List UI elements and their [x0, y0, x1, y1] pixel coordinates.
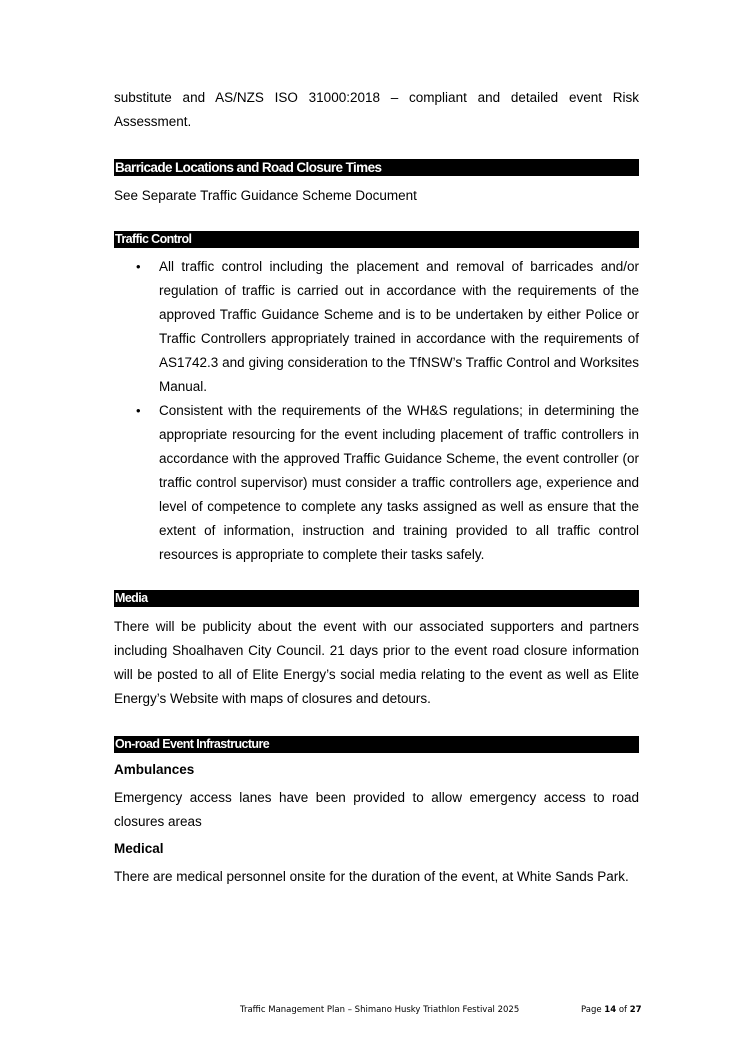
list-item-text: Consistent with the requirements of the WH&S regulations; in determining the appropriate resourcing for the event including placement of traffic controllers in accordance with the approved Traffic Guidance Scheme, the event controller (or traffic control supervisor) must consider a traffic controllers age, experience and level of competence to complete any tasks assigned as well as ensure that the extent of information, instruction and training provided to all traffic control resources is appropriate to complete their tasks safely.: [159, 403, 639, 562]
footer-document-title: Traffic Management Plan – Shimano Husky Triathlon Festival 2025: [240, 1005, 520, 1015]
page-current: 14: [604, 1005, 617, 1015]
list-item: [114, 399, 639, 567]
traffic-control-list: [114, 255, 639, 567]
media-text: There will be publicity about the event with our associated supporters and partners including Shoalhaven City Council. 21 days prior to the event road closure information will be posted to all of Elite Energy’s social media relating to the event as well as Elite Energy’s Website with maps of closures and detours.: [114, 619, 639, 706]
barricade-text: See Separate Traffic Guidance Scheme Document: [114, 188, 417, 203]
medical-heading: Medical: [114, 841, 164, 856]
page-content: [114, 86, 639, 889]
list-item: [114, 255, 639, 399]
medical-text: There are medical personnel onsite for the duration of the event, at White Sands Park.: [114, 869, 629, 884]
ambulances-text: Emergency access lanes have been provided to allow emergency access to road closures areas: [114, 790, 639, 829]
intro-paragraph: substitute and AS/NZS ISO 31000:2018 – compliant and detailed event Risk Assessment.: [114, 90, 639, 129]
bullet-icon: •: [136, 259, 141, 274]
footer-page-number: [581, 1005, 642, 1015]
page-of-label: of: [618, 1005, 628, 1015]
section-heading-traffic-control: Traffic Control: [114, 231, 639, 248]
page-total: 27: [629, 1005, 642, 1015]
section-heading-barricade: Barricade Locations and Road Closure Times: [114, 159, 639, 176]
list-item-text: All traffic control including the placement and removal of barricades and/or regulation of traffic is carried out in accordance with the requirements of the approved Traffic Guidance Scheme and is to be undertaken by either Police or Traffic Controllers appropriately trained in accordance with the requirements of AS1742.3 and giving consideration to the TfNSW’s Traffic Control and Worksites Manual.: [159, 259, 639, 394]
ambulances-heading: Ambulances: [114, 762, 195, 777]
section-heading-media: Media: [114, 590, 639, 607]
section-heading-infrastructure: On-road Event Infrastructure: [114, 736, 639, 753]
bullet-icon: •: [136, 403, 141, 418]
page-label: Page: [581, 1005, 602, 1015]
